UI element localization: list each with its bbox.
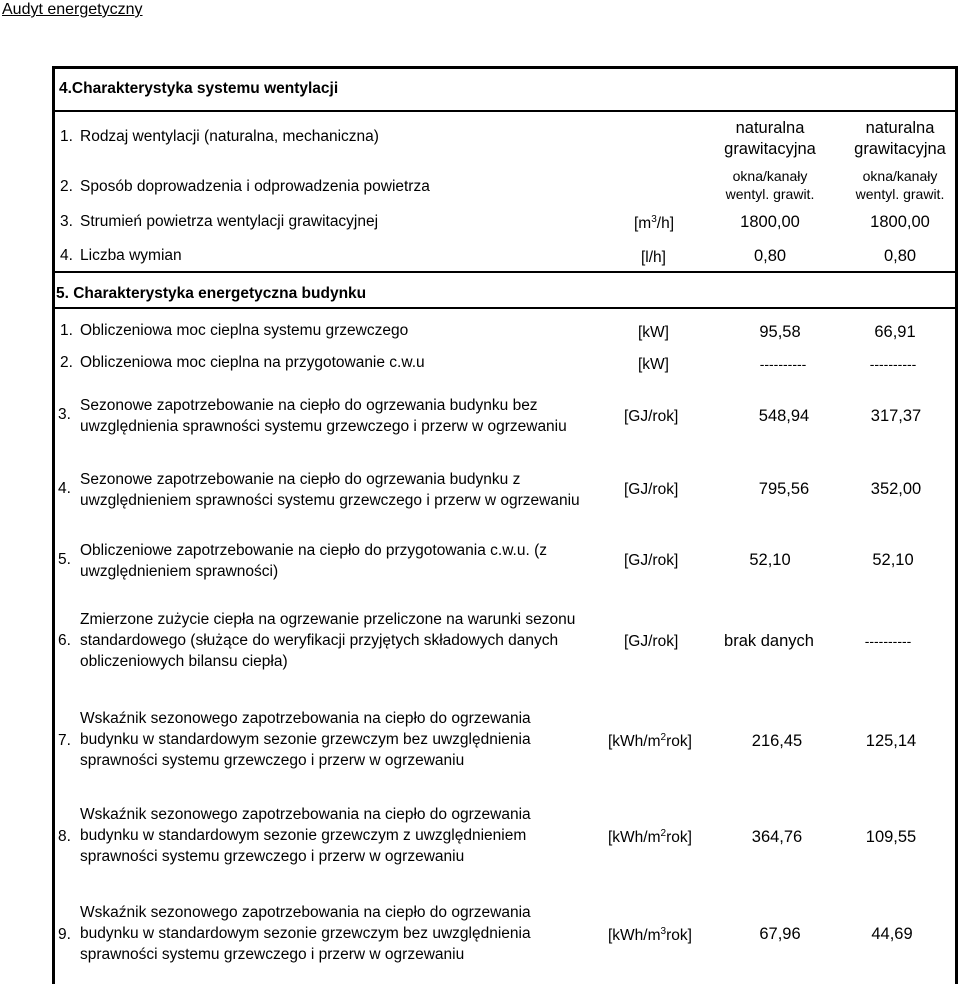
row-unit: [kW] bbox=[638, 356, 669, 373]
row-unit: $[kWh/m^2rok]$ bbox=[608, 828, 692, 846]
value-col1: ---------- bbox=[759, 356, 807, 372]
row-label: Wskaźnik sezonowego zapotrzebowania na ciepło do ogrzewania budynku w standardowym sezonie grzewczym z uwzględnieniem sprawności systemu grzewczego i przerw w ogrzewaniu bbox=[80, 806, 531, 865]
value-col2: 1800,00 bbox=[870, 213, 930, 231]
value-col2: 317,37 bbox=[870, 407, 922, 425]
row-number: 4. bbox=[58, 480, 71, 497]
value-col2: okna/kanały wentyl. grawit. bbox=[855, 168, 945, 202]
value-col1: okna/kanały wentyl. grawit. bbox=[725, 168, 815, 202]
row-label: Wskaźnik sezonowego zapotrzebowania na ciepło do ogrzewania budynku w standardowym sezonie grzewczym bez uwzględnienia sprawności systemu grzewczego i przerw w ogrzewaniu bbox=[80, 710, 531, 769]
row-unit: [GJ/rok] bbox=[624, 633, 679, 650]
value-col1: 795,56 bbox=[758, 480, 810, 498]
row-unit: $[kWh/m^2rok]$ bbox=[608, 732, 692, 750]
value-col1: 95,58 bbox=[759, 323, 801, 341]
table-divider bbox=[52, 271, 958, 273]
value-col2: 52,10 bbox=[872, 551, 914, 569]
row-label: Sezonowe zapotrzebowanie na ciepło do ogrzewania budynku z uwzględnieniem sprawności systemu grzewczego i przerw w ogrzewaniu bbox=[80, 471, 580, 509]
value-col2: 352,00 bbox=[870, 480, 922, 498]
section4-title: 4.Charakterystyka systemu wentylacji bbox=[59, 80, 339, 97]
row-number: 4. bbox=[60, 247, 73, 264]
value-col2: ---------- bbox=[869, 356, 917, 372]
value-col2: 125,14 bbox=[865, 732, 917, 750]
table-divider bbox=[52, 307, 958, 309]
row-number: 1. bbox=[60, 322, 73, 339]
document-header bbox=[2, 1, 143, 19]
row-number: 1. bbox=[60, 128, 73, 145]
row-label: Sposób doprowadzenia i odprowadzenia powietrza bbox=[80, 178, 430, 195]
value-col1: 1800,00 bbox=[740, 213, 800, 231]
row-number: 8. bbox=[58, 828, 71, 845]
row-number: 9. bbox=[58, 926, 71, 943]
value-col2: ---------- bbox=[864, 633, 912, 649]
row-number: 5. bbox=[58, 551, 71, 568]
value-col1: 52,10 bbox=[749, 551, 791, 569]
value-col2: 66,91 bbox=[874, 323, 916, 341]
row-unit: [kW] bbox=[638, 324, 669, 341]
row-unit: [GJ/rok] bbox=[624, 481, 679, 498]
value-col1: 0,80 bbox=[753, 247, 787, 265]
section5-title: 5. Charakterystyka energetyczna budynku bbox=[56, 285, 367, 302]
row-number: 3. bbox=[58, 406, 71, 423]
row-label: Liczba wymian bbox=[80, 247, 182, 264]
value-col2: 44,69 bbox=[871, 925, 913, 943]
row-label: Strumień powietrza wentylacji grawitacyjnej bbox=[80, 213, 379, 230]
row-number: 3. bbox=[60, 213, 73, 230]
table-divider bbox=[52, 110, 958, 112]
row-unit: [GJ/rok] bbox=[624, 408, 679, 425]
value-col1: brak danych bbox=[724, 632, 814, 650]
row-unit: $[m^3/h]$ bbox=[634, 214, 675, 232]
value-col2: 109,55 bbox=[865, 828, 917, 846]
row-label: Obliczeniowa moc cieplna systemu grzewczego bbox=[80, 322, 409, 339]
row-unit: [GJ/rok] bbox=[624, 552, 679, 569]
document-title: Audyt energetyczny bbox=[2, 1, 143, 18]
row-label: Obliczeniowa moc cieplna na przygotowanie c.w.u bbox=[80, 354, 425, 371]
value-col1: naturalna grawitacyjna bbox=[724, 119, 816, 158]
row-label: Zmierzone zużycie ciepła na ogrzewanie przeliczone na warunki sezonu standardowego (służące do weryfikacji przyjętych składowych danych obliczeniowych bilansu ciepła) bbox=[80, 611, 576, 670]
value-col2: naturalna grawitacyjna bbox=[854, 119, 946, 158]
row-number: 7. bbox=[58, 732, 71, 749]
row-unit: $[kWh/m^3rok]$ bbox=[608, 926, 692, 944]
row-label: Sezonowe zapotrzebowanie na ciepło do ogrzewania budynku bez uwzględnienia sprawności systemu grzewczego i przerw w ogrzewaniu bbox=[80, 397, 567, 435]
value-col1: 364,76 bbox=[751, 828, 803, 846]
row-label: Rodzaj wentylacji (naturalna, mechaniczna) bbox=[80, 128, 379, 145]
value-col2: 0,80 bbox=[883, 247, 917, 265]
row-label: Wskaźnik sezonowego zapotrzebowania na ciepło do ogrzewania budynku w standardowym sezonie grzewczym bez uwzględnienia sprawności systemu grzewczego i przerw w ogrzewaniu bbox=[80, 904, 531, 963]
row-label: Obliczeniowe zapotrzebowanie na ciepło do przygotowania c.w.u. (z uwzględnieniem sprawności) bbox=[80, 542, 547, 580]
row-unit: [l/h] bbox=[641, 249, 666, 266]
row-number: 2. bbox=[60, 178, 73, 195]
value-col1: 67,96 bbox=[759, 925, 801, 943]
row-number: 6. bbox=[58, 632, 71, 649]
row-number: 2. bbox=[60, 354, 73, 371]
value-col1: 216,45 bbox=[751, 732, 803, 750]
value-col1: 548,94 bbox=[758, 407, 810, 425]
